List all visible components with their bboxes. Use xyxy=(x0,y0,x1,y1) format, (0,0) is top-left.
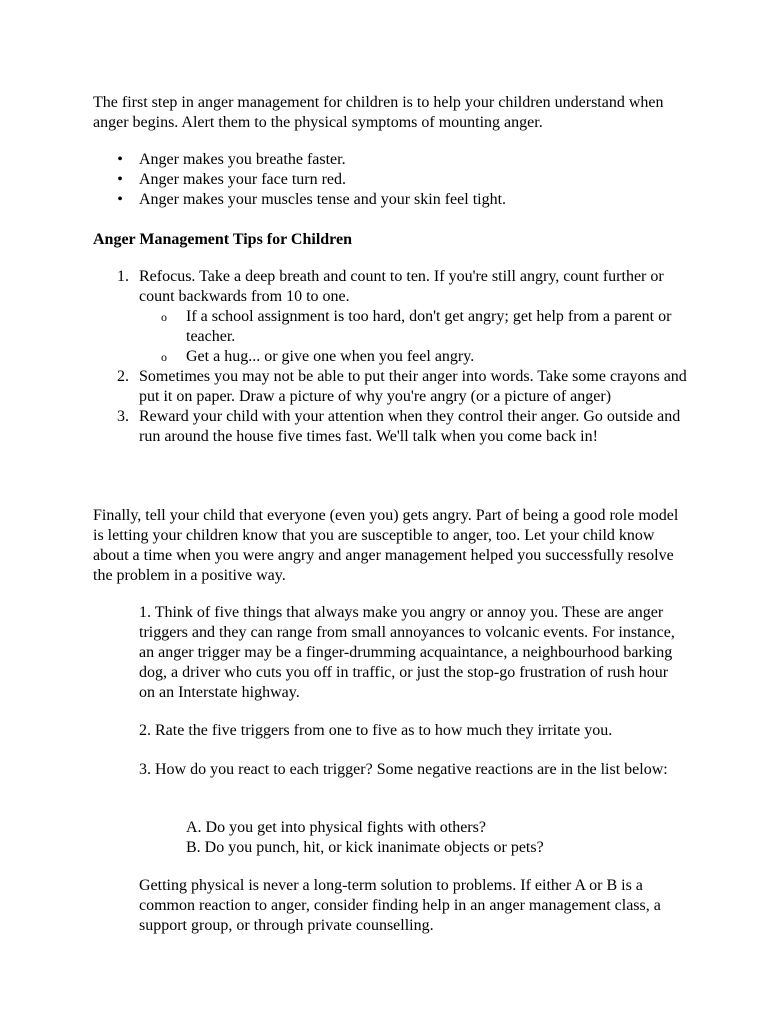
list-item xyxy=(93,190,693,210)
final-paragraph: Getting physical is never a long-term solution to problems. If either A or B is a common reaction to anger, consider finding help in an anger management class, a support group, or through private counselling. xyxy=(139,877,661,934)
circle-bullet-icon: o xyxy=(161,310,167,324)
list-item-text: Anger makes your muscles tense and your skin feel tight. xyxy=(139,191,507,208)
choice-b: B. Do you punch, hit, or kick inanimate objects or pets? xyxy=(186,839,544,856)
intro-paragraph: The first step in anger management for children is to help your children understand when anger begins. Alert them to the physical symptoms of mounting anger. xyxy=(93,94,664,131)
tips-list xyxy=(93,267,693,447)
tip-item-2 xyxy=(93,367,693,407)
exercise-item-1: 1. Think of five things that always make you angry or annoy you. These are anger triggers and they can range from small annoyances to volcanic events. For instance, an anger trigger may be a finger-drumming acquaintance, a neighbourhood barking dog, a driver who cuts you off in traffic, or just the stop-go frustration of rush hour on an Interstate highway. xyxy=(139,604,675,701)
tip-text: Sometimes you may not be able to put their anger into words. Take some crayons and put it on paper. Draw a picture of why you're angry (or a picture of anger) xyxy=(139,368,687,405)
sub-item-text: Get a hug... or give one when you feel angry. xyxy=(186,348,475,365)
bullet-icon: • xyxy=(117,191,123,208)
tip-text: Reward your child with your attention when they control their anger. Go outside and run around the house five times fast. We'll talk when you come back in! xyxy=(139,408,681,445)
circle-bullet-icon: o xyxy=(161,350,167,364)
sub-list-item xyxy=(93,347,693,367)
tip-number: 1. xyxy=(117,268,129,285)
symptom-list xyxy=(93,150,693,210)
tip-text: Refocus. Take a deep breath and count to ten. If you're still angry, count further or count backwards from 10 to one. xyxy=(139,268,664,305)
tip-number: 3. xyxy=(117,408,129,425)
tip-item-3 xyxy=(93,407,693,447)
sub-item-text: If a school assignment is too hard, don't get angry; get help from a parent or teacher. xyxy=(186,308,672,345)
list-item-text: Anger makes your face turn red. xyxy=(139,171,347,188)
reaction-choices xyxy=(186,818,686,858)
list-item xyxy=(93,150,693,170)
exercise-item-3: 3. How do you react to each trigger? Some negative reactions are in the list below: xyxy=(139,761,668,778)
exercise-item-2: 2. Rate the five triggers from one to five as to how much they irritate you. xyxy=(139,722,613,739)
bullet-icon: • xyxy=(117,151,123,168)
list-item xyxy=(93,170,693,190)
choice-a: A. Do you get into physical fights with others? xyxy=(186,819,486,836)
sub-list-item xyxy=(93,307,693,347)
tip-number: 2. xyxy=(117,368,129,385)
closing-paragraph: Finally, tell your child that everyone (even you) gets angry. Part of being a good role model is letting your children know that you are susceptible to anger, too. Let your child know about a time when you were angry and anger management helped you successfully resolve the problem in a positive way. xyxy=(93,507,679,584)
tip-item-1 xyxy=(93,267,693,367)
section-heading: Anger Management Tips for Children xyxy=(93,231,352,248)
list-item-text: Anger makes you breathe faster. xyxy=(139,151,346,168)
bullet-icon: • xyxy=(117,171,123,188)
